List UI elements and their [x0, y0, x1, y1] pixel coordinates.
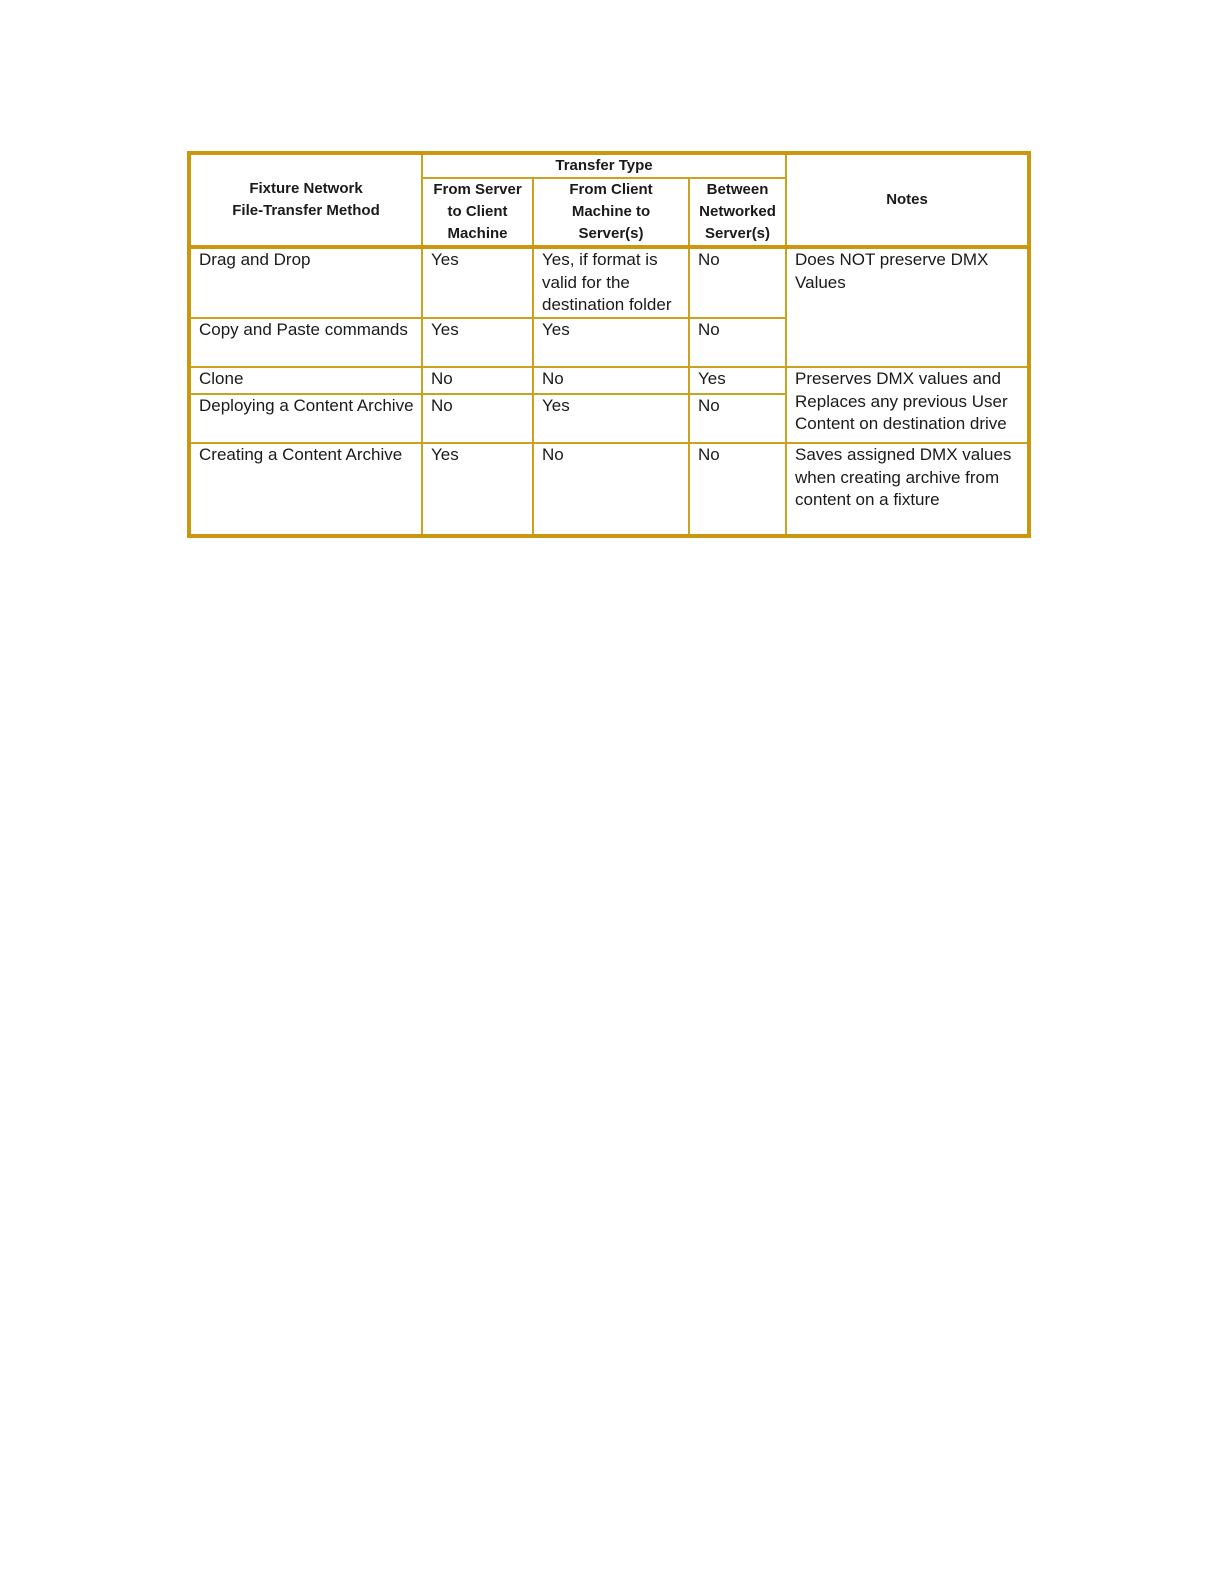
cell-server-to-client: No: [422, 367, 533, 394]
cell-client-to-server: Yes: [533, 394, 689, 443]
cell-method: Drag and Drop: [189, 247, 422, 318]
cell-notes: Saves assigned DMX values when creating archive from content on a fixture: [786, 443, 1029, 536]
cell-method: Creating a Content Archive: [189, 443, 422, 536]
header-transfer-type: Transfer Type: [422, 153, 786, 178]
table-row: [189, 443, 1029, 536]
cell-client-to-server: Yes: [533, 318, 689, 367]
cell-client-to-server: No: [533, 443, 689, 536]
header-between-servers: Between Networked Server(s): [689, 178, 786, 247]
header-client-to-server: From Client Machine to Server(s): [533, 178, 689, 247]
cell-method: Clone: [189, 367, 422, 394]
cell-server-to-client: Yes: [422, 247, 533, 318]
cell-method: Deploying a Content Archive: [189, 394, 422, 443]
cell-server-to-client: Yes: [422, 443, 533, 536]
table-row: [189, 247, 1029, 318]
header-notes: Notes: [786, 153, 1029, 247]
cell-client-to-server: Yes, if format is valid for the destination folder: [533, 247, 689, 318]
cell-notes: Does NOT preserve DMX Values: [786, 247, 1029, 367]
cell-between-servers: No: [689, 247, 786, 318]
cell-method: Copy and Paste commands: [189, 318, 422, 367]
cell-between-servers: No: [689, 443, 786, 536]
cell-between-servers: No: [689, 394, 786, 443]
header-method: Fixture Network File-Transfer Method: [189, 153, 422, 247]
header-server-to-client: From Server to Client Machine: [422, 178, 533, 247]
cell-between-servers: No: [689, 318, 786, 367]
cell-notes: Preserves DMX values and Replaces any previous User Content on destination drive: [786, 367, 1029, 443]
file-transfer-methods-table: [187, 151, 1031, 538]
cell-between-servers: Yes: [689, 367, 786, 394]
table-row: [189, 367, 1029, 394]
cell-server-to-client: Yes: [422, 318, 533, 367]
cell-server-to-client: No: [422, 394, 533, 443]
cell-client-to-server: No: [533, 367, 689, 394]
